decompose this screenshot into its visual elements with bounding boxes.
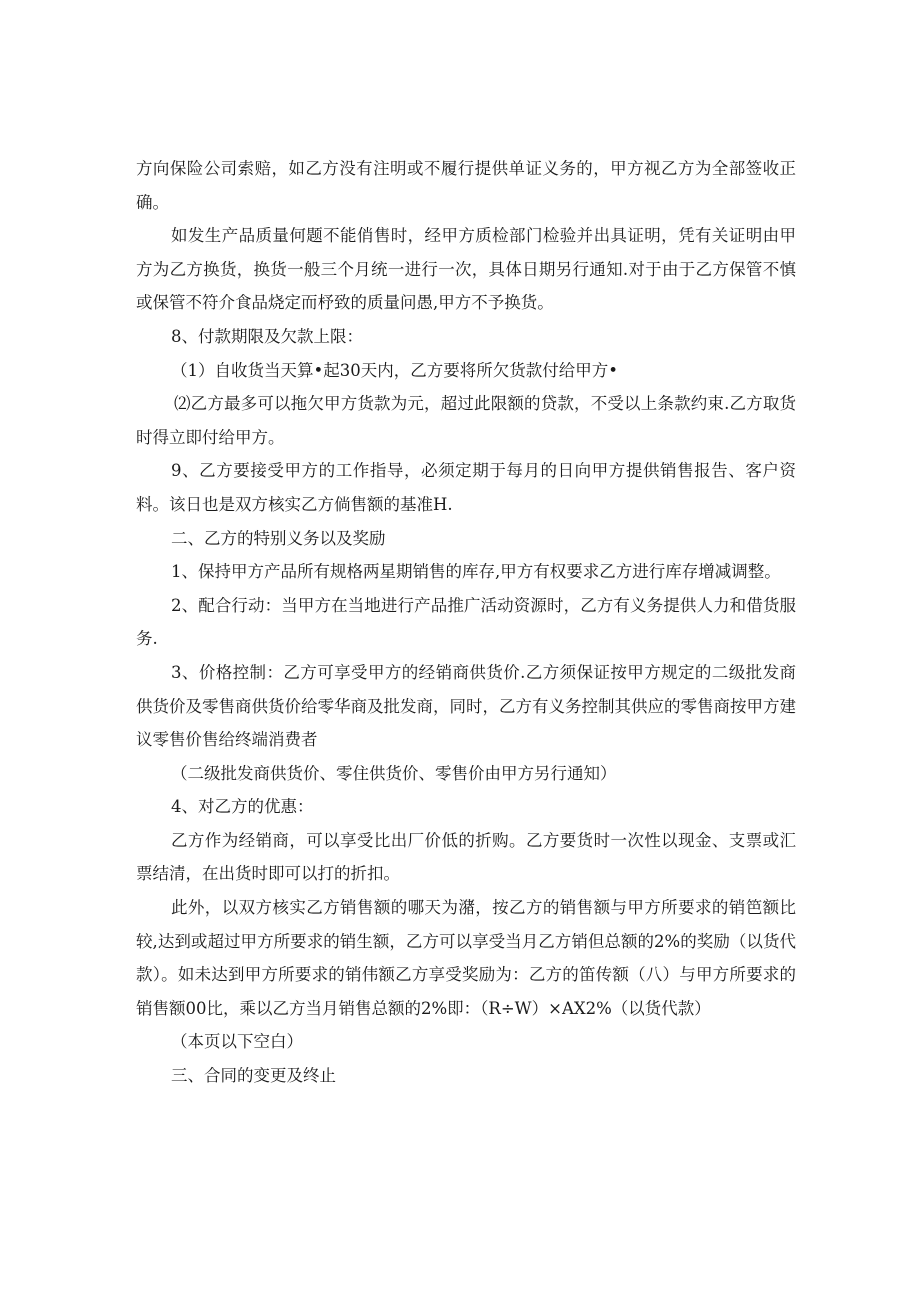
section-3-heading: 三、合同的变更及终止 (171, 1066, 336, 1086)
clause-9: 9、乙方要接受甲方的工作指导，必须定期于每月的日向甲方提供销售报告、客户资料。该日也是双方核实乙方倘售额的基准H. (136, 461, 796, 514)
blank-page-note: （本页以下空白） (171, 1032, 303, 1052)
clause-8-item-1: （1）自收货当天算•起30天内，乙方要将所欠货款付给甲方• (171, 360, 618, 380)
section-2-item-3: 3、价格控制：乙方可享受甲方的经销商供货价.乙方须保证按甲方规定的二级批发商供货价及零售商供货价给零华商及批发商，同时，乙方有义务控制其供应的零售商按甲方建议零售价售给终端消费者 (136, 662, 796, 750)
section-2-item-2: 2、配合行动：当甲方在当地进行产品推广活动资源时，乙方有义务提供人力和借货服务. (136, 595, 796, 649)
paragraph-insurance-claim: 方向保险公司索赔，如乙方没有注明或不履行提供单证义务的，甲方视乙方为全部签收正确。 (136, 159, 796, 212)
reward-paragraph: 此外，以双方核实乙方销售额的哪天为潴，按乙方的销售额与甲方所要求的销笆额比较,达到或超过甲方所要求的销生额，乙方可以享受当月乙方销但总额的2%的奖励（以货代款）。如未达到甲方所要求的销伟额乙方享受奖励为：乙方的笛传额（八）与甲方所要求的销售额00比，乘以乙方当月销售总额的2%即：（R÷W）×AX2%（以货代款） (136, 898, 796, 1018)
section-2-item-4: 4、对乙方的优惠： (171, 797, 314, 817)
section-2-heading: 二、乙方的特别义务以及奖励 (171, 528, 386, 548)
clause-8-heading: 8、付款期限及欠款上限： (171, 326, 363, 346)
document-body (136, 152, 796, 1093)
section-2-item-1: 1、保持甲方产品所有规格两星期销售的库存,甲方有权要求乙方进行库存增减调整。 (171, 562, 781, 582)
discount-paragraph: 乙方作为经销商，可以享受比出厂价低的折购。乙方要货时一次性以现金、支票或汇票结清，在出货时即可以打的折扣。 (136, 830, 796, 884)
price-note: （二级批发商供货价、零住供货价、零售价由甲方另行通知） (171, 763, 617, 783)
clause-8-item-2: ⑵乙方最多可以拖欠甲方货款为元，超过此限额的贷款，不受以上条款约束.乙方取货时得立即付给甲方。 (136, 394, 796, 447)
paragraph-quality-exchange: 如发生产品质量何题不能俏售时，经甲方质检部门检验并出具证明，凭有关证明由甲方为乙方换货，换货一般三个月统一进行一次，具体日期另行通知.对于由于乙方保管不慎或保管不符介食品烧定而杼致的质量问愚,甲方不予换货。 (136, 226, 796, 313)
